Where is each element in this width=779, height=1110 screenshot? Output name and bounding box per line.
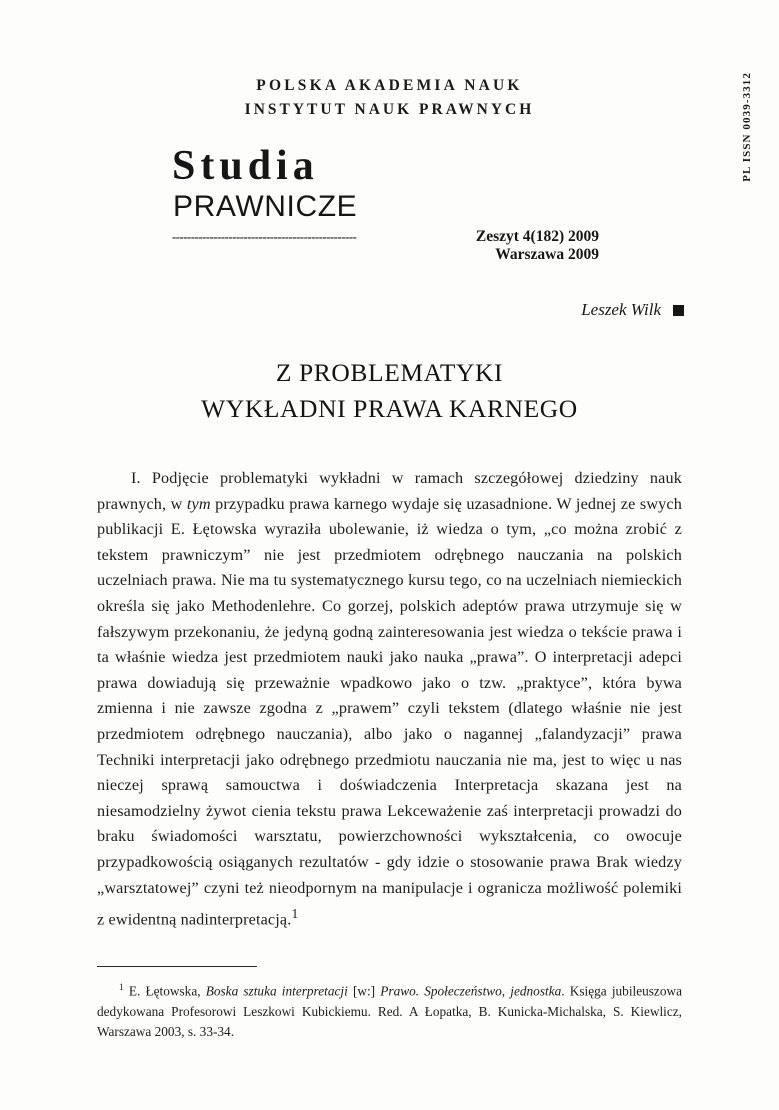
footnote-separator — [97, 966, 257, 967]
article-body — [97, 466, 682, 933]
publisher-line-1: POLSKA AKADEMIA NAUK — [256, 77, 523, 94]
journal-title-main: Studia — [172, 143, 319, 189]
square-bullet-icon — [673, 305, 684, 316]
author-name: Leszek Wilk — [581, 300, 661, 319]
issn-label: PL ISSN 0039-3312 — [741, 72, 753, 182]
place-and-year: Warszawa 2009 — [495, 246, 599, 263]
article-title-line-2: WYKŁADNI PRAWA KARNEGO — [201, 394, 578, 423]
publisher-line-2: INSTYTUT NAUK PRAWNYCH — [244, 101, 535, 118]
author-row — [95, 300, 684, 320]
publisher-heading — [0, 74, 779, 122]
body-paragraph: I. Podjęcie problematyki wykładni w ramach szczegółowej dziedziny nauk prawnych, w tym przypadku prawa karnego wydaje się uzasadnione. W jednej ze swych publikacji E. Łętowska wyraziła ubolewanie, iż wiedza o tym, „co można zrobić z tekstem prawniczym” nie jest przedmiotem odrębnego nauczania na polskich uczelniach prawa. Nie ma tu systematycznego kursu tego, co na uczelniach niemieckich określa się jako Methodenlehre. Co gorzej, polskich adeptów prawa utrzymuje się w fałszywym przekonaniu, że jedyną godną zainteresowania jest wiedza o tekście prawa i ta właśnie wiedza jest przedmiotem nauki jako nauka „prawa”. O interpretacji adepci prawa dowiadują się przeważnie wpadkowo jako o tzw. „praktyce”, która bywa zmienna i nie zawsze zgodna z „prawem” czyli tekstem (dlatego właśnie nie jest przedmiotem odrębnego nauczania), albo jako o nagannej „falandyzacji” prawa Techniki interpretacji jako odrębnego przedmiotu nauczania nie ma, jest to więc u nas nieczej sprawą samouctwa i doświadczenia Interpretacja skazana jest na niesamodzielny żywot cienia tekstu prawa Lekceważenie zaś interpretacji prowadzi do braku świadomości warsztatu, powierzchowności wykształcenia, co owocuje przypadkowością osiąganych rezultatów - gdy idzie o stosowanie prawa Brak wiedzy „warsztatowej” czyni też nieodpornym na manipulacje i ogranicza możliwość polemiki z ewidentną nadinterpretacją.$^1$ — [97, 469, 682, 929]
dashed-rule: ------------------------------------------------- — [172, 230, 357, 244]
issue-row — [172, 228, 599, 246]
footnote-1: $^1$ E. Łętowska, Boska sztuka interpretacji [w:] Prawo. Społeczeństwo, jednostka. Księga jubileuszowa dedykowana Profesorowi Leszkowi Kubickiemu. Red. A Łopatka, B. Kunicka-Michalska, S. Kiewlicz, Warszawa 2003, s. 33-34. — [97, 983, 682, 1040]
article-title — [95, 355, 684, 427]
article-title-line-1: Z PROBLEMATYKI — [275, 358, 504, 387]
footnote-block — [97, 978, 682, 1043]
journal-title-sub: PRAWNICZE — [173, 190, 358, 223]
issue-number: Zeszyt 4(182) 2009 — [475, 228, 599, 245]
